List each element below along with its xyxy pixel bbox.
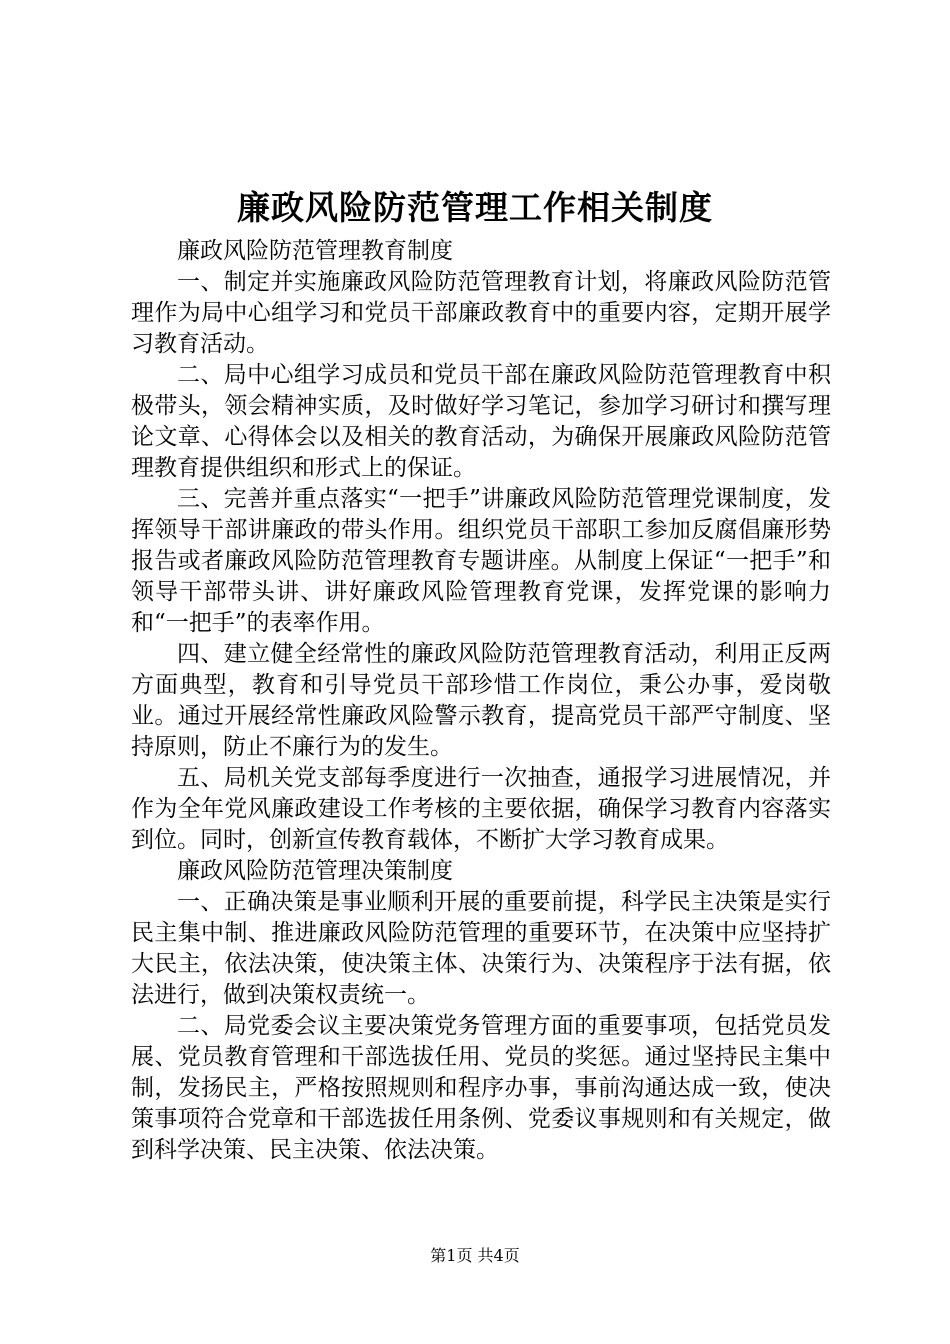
paragraph: 二、局中心组学习成员和党员干部在廉政风险防范管理教育中积极带头，领会精神实质，及时做好学习笔记，参加学习研讨和撰写理论文章、心得体会以及相关的教育活动，为确保开展廉政风险防范管理教育提供组织和形式上的保证。 (131, 362, 831, 481)
paragraph: 三、完善并重点落实“一把手”讲廉政风险防范管理党课制度，发挥领导干部讲廉政的带头作用。组织党员干部职工参加反腐倡廉形势报告或者廉政风险防范管理教育专题讲座。从制度上保证“一把手”和领导干部带头讲、讲好廉政风险管理教育党课，发挥党课的影响力和“一把手”的表率作用。 (131, 486, 831, 636)
document-body (131, 236, 831, 1166)
paragraph: 一、制定并实施廉政风险防范管理教育计划，将廉政风险防范管理作为局中心组学习和党员干部廉政教育中的重要内容，定期开展学习教育活动。 (131, 269, 831, 357)
section-heading-education: 廉政风险防范管理教育制度 (177, 238, 453, 264)
paragraph: 一、正确决策是事业顺利开展的重要前提，科学民主决策是实行民主集中制、推进廉政风险防范管理的重要环节，在决策中应坚持扩大民主，依法决策，使决策主体、决策行为、决策程序于法有据，依法进行，做到决策权责统一。 (131, 889, 831, 1008)
paragraph: 五、局机关党支部每季度进行一次抽查，通报学习进展情况，并作为全年党风廉政建设工作考核的主要依据，确保学习教育内容落实到位。同时，创新宣传教育载体，不断扩大学习教育成果。 (131, 765, 831, 853)
page-title: 廉政风险防范管理工作相关制度 (237, 188, 713, 227)
paragraph: 二、局党委会议主要决策党务管理方面的重要事项，包括党员发展、党员教育管理和干部选拔任用、党员的奖惩。通过坚持民主集中制，发扬民主，严格按照规则和程序办事，事前沟通达成一致，使决策事项符合党章和干部选拔任用条例、党委议事规则和有关规定，做到科学决策、民主决策、依法决策。 (131, 1013, 831, 1163)
page-number-footer: 第1页 共4页 (430, 1246, 520, 1265)
section-heading-decision: 廉政风险防范管理决策制度 (177, 858, 453, 884)
paragraph: 四、建立健全经常性的廉政风险防范管理教育活动，利用正反两方面典型，教育和引导党员干部珍惜工作岗位，秉公办事，爱岗敬业。通过开展经常性廉政风险警示教育，提高党员干部严守制度、坚持原则，防止不廉行为的发生。 (131, 641, 831, 760)
